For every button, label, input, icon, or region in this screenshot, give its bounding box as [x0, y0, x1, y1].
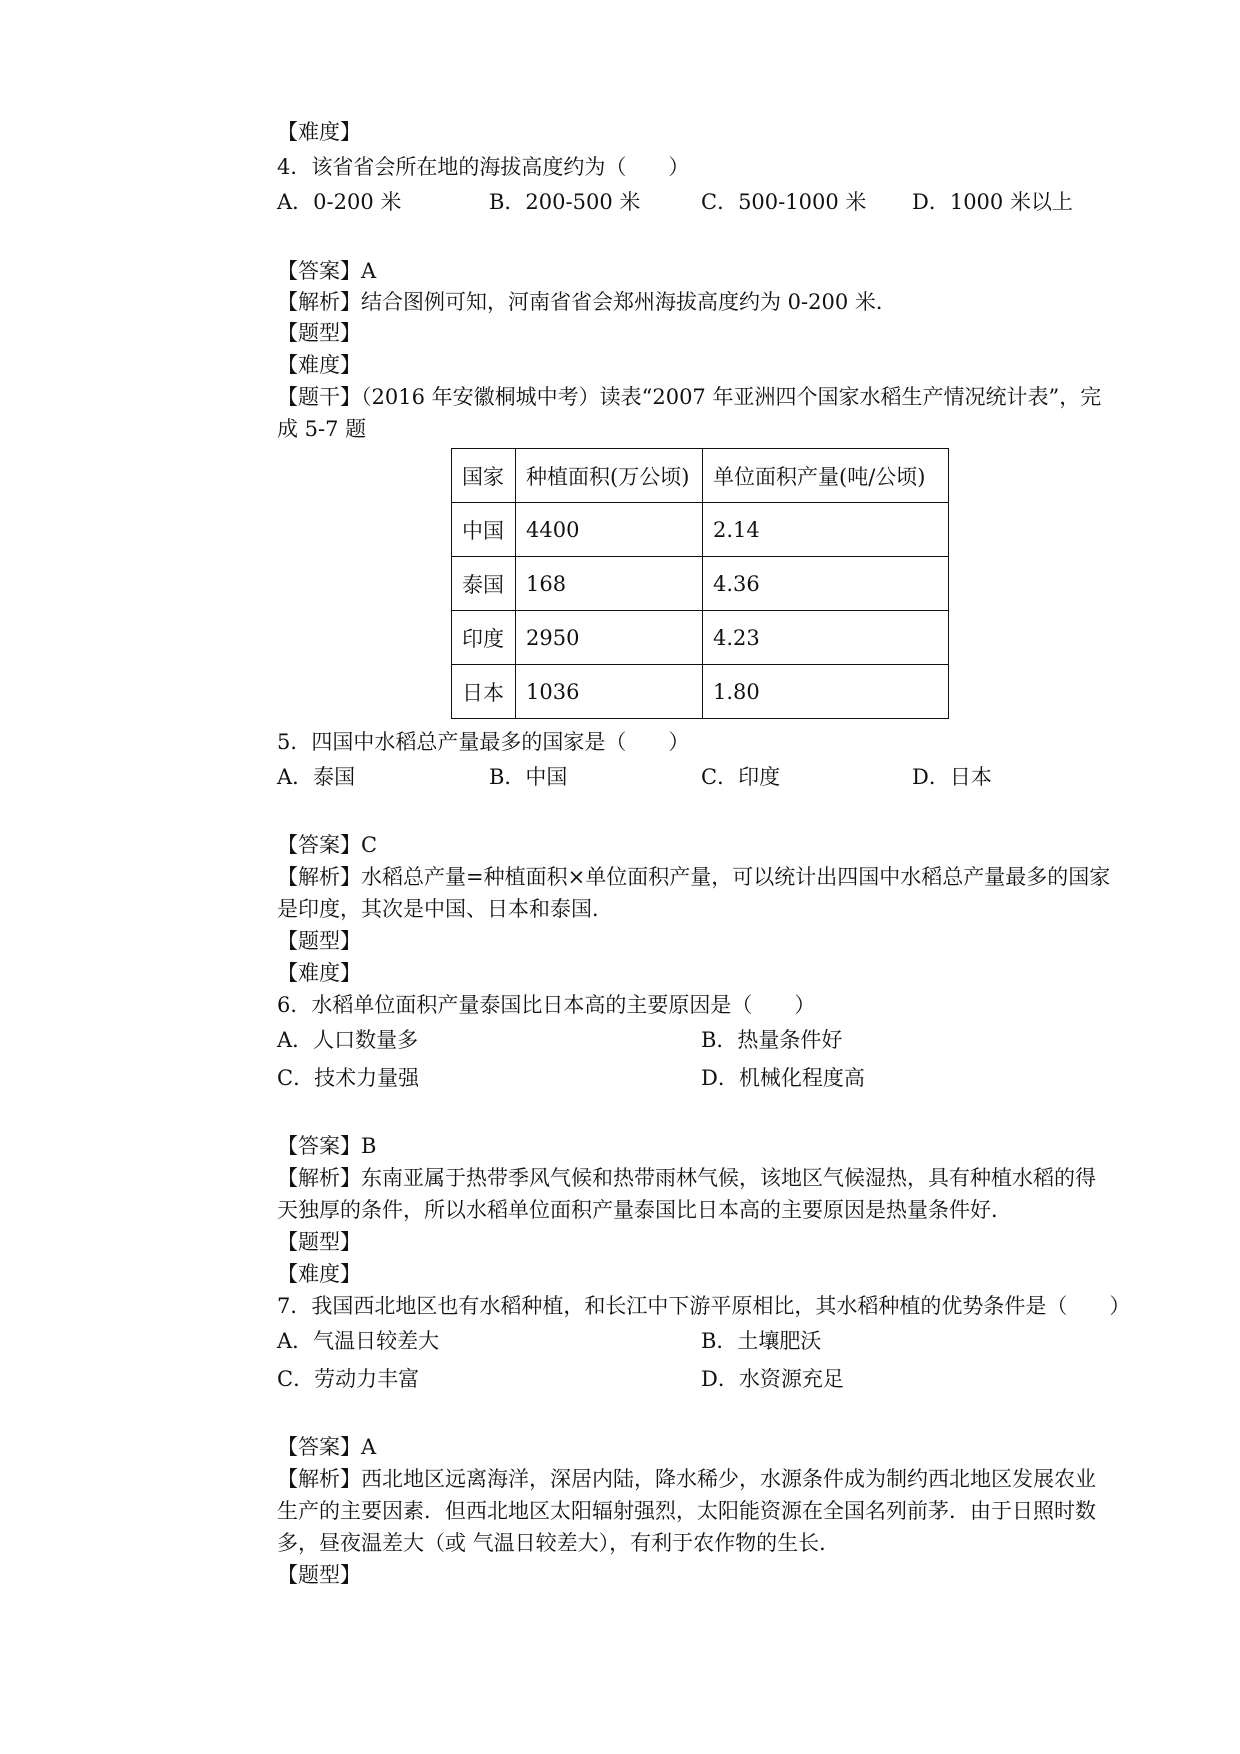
table-cell-country: 印度 [452, 611, 516, 665]
stem-intro-line-1: 【题干】（2016 年安徽桐城中考）读表“2007 年亚洲四个国家水稻生产情况统计表”，完 [277, 385, 1102, 409]
q3-difficulty-label: 【难度】 [277, 120, 361, 144]
q7-analysis-line-3: 多，昼夜温差大（或 气温日较差大），有利于农作物的生长． [277, 1531, 841, 1555]
q5-difficulty-label: 【难度】 [277, 961, 361, 985]
q5-option-d: D．日本 [912, 765, 992, 789]
table-cell-area: 4400 [516, 503, 703, 557]
table-cell-area: 1036 [516, 665, 703, 719]
stem-intro-line-2: 成 5-7 题 [277, 417, 367, 441]
question-6-stem: 6．水稻单位面积产量泰国比日本高的主要原因是（ ） [277, 993, 816, 1017]
q4-type-label: 【题型】 [277, 321, 361, 345]
q7-option-b: B．土壤肥沃 [701, 1329, 822, 1353]
q6-analysis-line-1: 【解析】东南亚属于热带季风气候和热带雨林气候，该地区气候湿热，具有种植水稻的得 [277, 1166, 1096, 1190]
rice-production-table [451, 448, 949, 719]
q4-analysis: 【解析】结合图例可知，河南省省会郑州海拔高度约为 0-200 米． [277, 290, 897, 314]
q6-answer: 【答案】B [277, 1134, 377, 1158]
table-cell-yield: 2.14 [703, 503, 949, 557]
q5-answer: 【答案】C [277, 833, 378, 857]
q5-analysis-line-1: 【解析】水稻总产量=种植面积×单位面积产量，可以统计出四国中水稻总产量最多的国家 [277, 865, 1111, 889]
q7-analysis-line-2: 生产的主要因素．但西北地区太阳辐射强烈，太阳能资源在全国名列前茅．由于日照时数 [277, 1499, 1096, 1523]
table-cell-yield: 1.80 [703, 665, 949, 719]
q6-option-a: A．人口数量多 [277, 1028, 419, 1052]
table-header-cell: 单位面积产量(吨/公顷) [703, 449, 949, 503]
q5-option-b: B．中国 [489, 765, 568, 789]
q6-option-b: B．热量条件好 [701, 1028, 843, 1052]
q7-option-c: C．劳动力丰富 [277, 1367, 420, 1391]
q5-option-c: C．印度 [701, 765, 781, 789]
table-cell-country: 日本 [452, 665, 516, 719]
q4-option-d: D．1000 米以上 [912, 190, 1073, 214]
table-header-cell: 国家 [452, 449, 516, 503]
q4-difficulty-label: 【难度】 [277, 353, 361, 377]
q5-analysis-line-2: 是印度，其次是中国、日本和泰国． [277, 897, 613, 921]
q7-answer: 【答案】A [277, 1435, 377, 1459]
table-cell-country: 泰国 [452, 557, 516, 611]
table-cell-area: 168 [516, 557, 703, 611]
table-cell-yield: 4.36 [703, 557, 949, 611]
q6-option-c: C．技术力量强 [277, 1066, 420, 1090]
q4-option-c: C．500-1000 米 [701, 190, 867, 214]
table-header-row [452, 449, 949, 503]
table-cell-country: 中国 [452, 503, 516, 557]
q4-answer: 【答案】A [277, 259, 377, 283]
table-row [452, 611, 949, 665]
question-5-stem: 5．四国中水稻总产量最多的国家是（ ） [277, 730, 690, 754]
q7-option-d: D．水资源充足 [701, 1367, 844, 1391]
table-row [452, 503, 949, 557]
q5-type-label: 【题型】 [277, 929, 361, 953]
q7-analysis-line-1: 【解析】西北地区远离海洋，深居内陆，降水稀少，水源条件成为制约西北地区发展农业 [277, 1467, 1096, 1491]
table-row [452, 665, 949, 719]
q4-option-b: B．200-500 米 [489, 190, 641, 214]
q5-option-a: A．泰国 [277, 765, 356, 789]
table-cell-area: 2950 [516, 611, 703, 665]
q6-option-d: D．机械化程度高 [701, 1066, 865, 1090]
table-cell-yield: 4.23 [703, 611, 949, 665]
table-header-cell: 种植面积(万公顷) [516, 449, 703, 503]
q7-type-label: 【题型】 [277, 1563, 361, 1587]
q7-option-a: A．气温日较差大 [277, 1329, 440, 1353]
question-7-stem: 7．我国西北地区也有水稻种植，和长江中下游平原相比，其水稻种植的优势条件是（ ） [277, 1294, 1131, 1318]
q6-difficulty-label: 【难度】 [277, 1262, 361, 1286]
table-row [452, 557, 949, 611]
q6-analysis-line-2: 天独厚的条件，所以水稻单位面积产量泰国比日本高的主要原因是热量条件好． [277, 1198, 1012, 1222]
q6-type-label: 【题型】 [277, 1230, 361, 1254]
q4-option-a: A．0-200 米 [277, 190, 402, 214]
question-4-stem: 4．该省省会所在地的海拔高度约为（ ） [277, 155, 690, 179]
